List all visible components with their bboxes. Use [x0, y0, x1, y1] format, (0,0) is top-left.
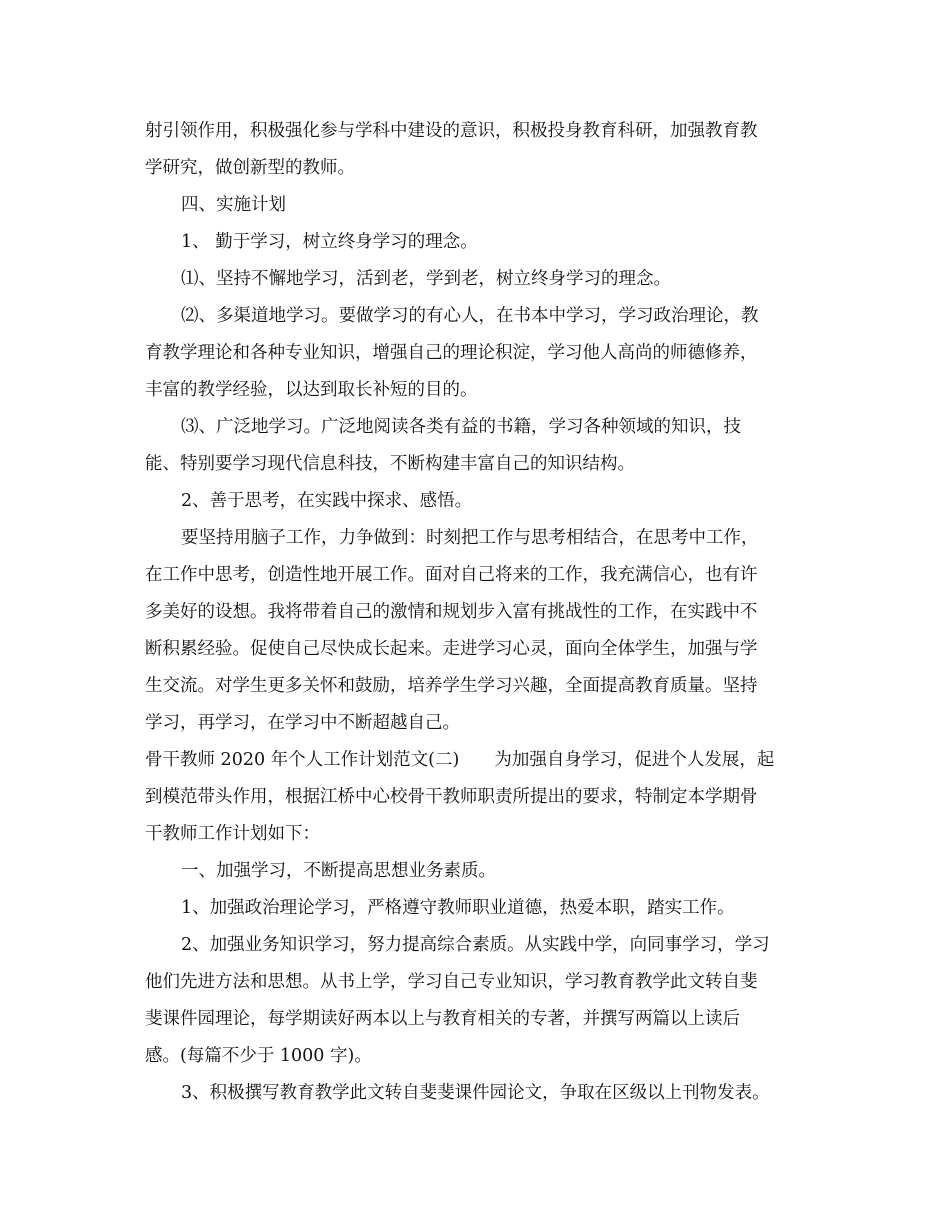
text-line: 射引领作用，积极强化参与学科中建设的意识，积极投身教育科研，加强教育教 [145, 121, 758, 141]
text-line: 育教学理论和各种专业知识，增强自己的理论积淀，学习他人高尚的师德修养， [145, 343, 758, 363]
text-line: 四、实施计划 [181, 195, 286, 215]
text-line: 到模范带头作用，根据江桥中心校骨干教师职责所提出的要求，特制定本学期骨 [145, 787, 758, 807]
text-line: 学习，再学习，在学习中不断超越自己。 [145, 713, 460, 733]
text-line: 他们先进方法和思想。从书上学，学习自己专业知识，学习教育教学此文转自斐 [145, 972, 758, 992]
text-line: 在工作中思考，创造性地开展工作。面对自己将来的工作，我充满信心，也有许 [145, 565, 758, 585]
paragraph-subitem-2 [145, 298, 810, 409]
text-line: 斐课件园理论，每学期读好两本以上与教育相关的专著，并撰写两篇以上读后 [145, 1009, 740, 1029]
text-line: 骨干教师 2020 年个人工作计划范文(二) 为加强自身学习，促进个人发展，起 [145, 750, 775, 770]
paragraph-intro-continued [145, 113, 810, 187]
text-line: 干教师工作计划如下： [145, 824, 320, 844]
paragraph-thinking [145, 520, 810, 742]
text-line: 感。(每篇不少于 1000 字)。 [145, 1046, 372, 1066]
text-line: 要坚持用脑子工作，力争做到：时刻把工作与思考相结合，在思考中工作， [181, 528, 759, 548]
paragraph-item-2 [145, 483, 810, 520]
text-line: 2、善于思考，在实践中探求、感悟。 [181, 491, 473, 511]
text-line: 一、加强学习，不断提高思想业务素质。 [181, 861, 496, 881]
paragraph-professional-study [145, 927, 810, 1075]
text-line: ⑴、坚持不懈地学习，活到老，学到老，树立终身学习的理念。 [181, 269, 671, 289]
text-line: ⑵、多渠道地学习。要做学习的有心人，在书本中学习，学习政治理论，教 [181, 306, 759, 326]
paragraph-sample-two [145, 742, 810, 853]
text-line: 2、加强业务知识学习，努力提高综合素质。从实践中学，向同事学习，学习 [181, 935, 770, 955]
section-heading-strengthen-learning [145, 853, 810, 890]
text-line: 生交流。对学生更多关怀和鼓励，培养学生学习兴趣，全面提高教育质量。坚持 [145, 676, 758, 696]
text-line: ⑶、广泛地学习。广泛地阅读各类有益的书籍，学习各种领域的知识，技 [181, 417, 741, 437]
text-line: 多美好的设想。我将带着自己的激情和规划步入富有挑战性的工作，在实践中不 [145, 602, 758, 622]
text-line: 3、积极撰写教育教学此文转自斐斐课件园论文，争取在区级以上刊物发表。 [181, 1083, 770, 1103]
text-line: 丰富的教学经验，以达到取长补短的目的。 [145, 380, 478, 400]
document-body [145, 113, 810, 1112]
text-line: 1、加强政治理论学习，严格遵守教师职业道德，热爱本职，踏实工作。 [181, 898, 735, 918]
text-line: 断积累经验。促使自己尽快成长起来。走进学习心灵，面向全体学生，加强与学 [145, 639, 758, 659]
paragraph-item-1 [145, 224, 810, 261]
text-line: 学研究，做创新型的教师。 [145, 158, 355, 178]
paragraph-writing-papers [145, 1075, 810, 1112]
paragraph-subitem-1 [145, 261, 810, 298]
section-heading-implementation-plan [145, 187, 810, 224]
text-line: 能、特别要学习现代信息科技，不断构建丰富自己的知识结构。 [145, 454, 635, 474]
paragraph-political-study [145, 890, 810, 927]
text-line: 1、 勤于学习，树立终身学习的理念。 [181, 232, 478, 252]
paragraph-subitem-3 [145, 409, 810, 483]
